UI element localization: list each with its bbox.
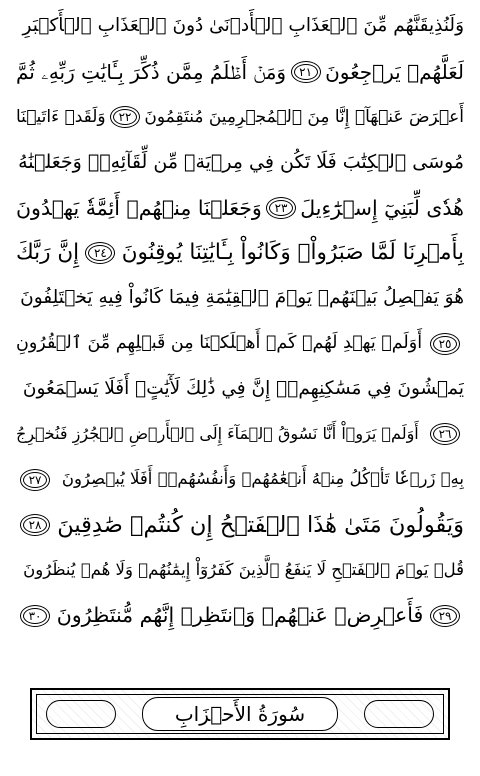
verse-text: أَعۡرَضَ عَنۡهَآۚ إِنَّا مِنَ ٱلۡمُجۡرِمِينَ مُنتَقِمُونَ: [144, 106, 464, 127]
ayah-number-marker: ٢٢: [110, 106, 140, 128]
text-line-9: [16, 366, 464, 411]
text-line-6: [16, 230, 464, 275]
verse-text: بِهِۦ زَرۡعٗا تَأۡكُلُ مِنۡهُ أَنۡعَٰمُهُمۡ وَأَنفُسُهُمۡۚ أَفَلَا يُبۡصِرُونَ: [61, 469, 464, 489]
text-line-13: [16, 548, 464, 593]
banner-ornament-icon: [46, 700, 116, 728]
text-line-12: [16, 502, 464, 547]
verse-text: وَمَنۡ أَظۡلَمُ مِمَّن ذُكِّرَ بِـَٔايَٰتِ رَبِّهِۦ ثُمَّ: [16, 59, 287, 84]
ayah-number-marker: ٢٨: [20, 514, 50, 536]
ayah-number-marker: ٢٧: [20, 469, 50, 491]
text-line-7: [16, 276, 464, 321]
text-line-2: [16, 49, 464, 94]
verse-text: هُوَ يَفۡصِلُ بَيۡنَهُمۡ يَوۡمَ ٱلۡقِيَٰمَةِ فِيمَا كَانُواْ فِيهِ يَخۡتَلِفُونَ: [20, 287, 464, 309]
verse-text: مُوسَى ٱلۡكِتَٰبَ فَلَا تَكُن فِي مِرۡيَةٖ مِّن لِّقَآئِهِۦۖ وَجَعَلۡنَٰهُ: [18, 151, 464, 174]
verse-text: فَأَعۡرِضۡ عَنۡهُمۡ وَٱنتَظِرۡ إِنَّهُم مُّنتَظِرُونَ: [56, 603, 424, 628]
text-line-14: [16, 593, 464, 638]
verse-text: إِنَّ رَبَّكَ: [16, 240, 80, 266]
ayah-number-marker: ٢٩: [430, 605, 460, 627]
text-line-10: [16, 412, 464, 457]
text-line-3: [16, 95, 464, 140]
text-line-8: [16, 321, 464, 366]
text-line-5: [16, 185, 464, 230]
verse-lines: [16, 4, 464, 684]
verse-text: بِأَمۡرِنَا لَمَّا صَبَرُواْۖ وَكَانُواْ بِـَٔايَٰتِنَا يُوقِنُونَ: [121, 240, 464, 266]
text-line-11: [16, 457, 464, 502]
text-line-4: [16, 140, 464, 185]
verse-text: وَلَنُذِيقَنَّهُم مِّنَ ٱلۡعَذَابِ ٱلۡأَدۡنَىٰ دُونَ ٱلۡعَذَابِ ٱلۡأَكۡبَرِ: [22, 15, 464, 37]
ayah-number-marker: ٢١: [291, 61, 321, 83]
verse-text: وَجَعَلۡنَا مِنۡهُمۡ أَئِمَّةٗ يَهۡدُونَ: [16, 195, 262, 220]
verse-text: قُلۡ يَوۡمَ ٱلۡفَتۡحِ لَا يَنفَعُ ٱلَّذِينَ كَفَرُوٓاْ إِيمَٰنُهُمۡ وَلَا هُمۡ يُنظَرُونَ: [23, 559, 464, 579]
verse-text: لَعَلَّهُمۡ يَرۡجِعُونَ: [325, 59, 464, 84]
text-line-1: [16, 4, 464, 49]
surah-title: سُورَةُ الأَحۡزَابِ: [142, 697, 338, 731]
verse-text: يَمۡشُونَ فِي مَسَٰكِنِهِمۡۚ إِنَّ فِي ذَٰلِكَ لَأٓيَٰتٍۚ أَفَلَا يَسۡمَعُونَ: [22, 377, 464, 399]
ayah-number-marker: ٢٣: [266, 197, 296, 219]
verse-text: وَلَقَدۡ ءَاتَيۡنَا: [16, 106, 106, 127]
verse-text: أَوَلَمۡ يَهۡدِ لَهُمۡ كَمۡ أَهۡلَكۡنَا مِن قَبۡلِهِم مِّنَ ٱلۡقُرُونِ: [16, 332, 423, 353]
verse-text: هُدٗى لِّبَنِيٓ إِسۡرَٰٓءِيلَ: [300, 195, 464, 220]
banner-ornament-icon: [364, 700, 434, 728]
ayah-number-marker: ٢٥: [430, 333, 460, 355]
surah-header-banner: [30, 688, 450, 740]
verse-text: أَوَلَمۡ يَرَوۡاْ أَنَّا نَسُوقُ ٱلۡمَآءَ إِلَى ٱلۡأَرۡضِ ٱلۡجُرُزِ فَنُخۡرِجُ: [16, 424, 419, 444]
ayah-number-marker: ٣٠: [20, 605, 50, 627]
verse-text: وَيَقُولُونَ مَتَىٰ هَٰذَا ٱلۡفَتۡحُ إِن كُنتُمۡ صَٰدِقِينَ: [57, 511, 464, 538]
ayah-number-marker: ٢٤: [85, 242, 115, 264]
ayah-number-marker: ٢٦: [430, 423, 460, 445]
